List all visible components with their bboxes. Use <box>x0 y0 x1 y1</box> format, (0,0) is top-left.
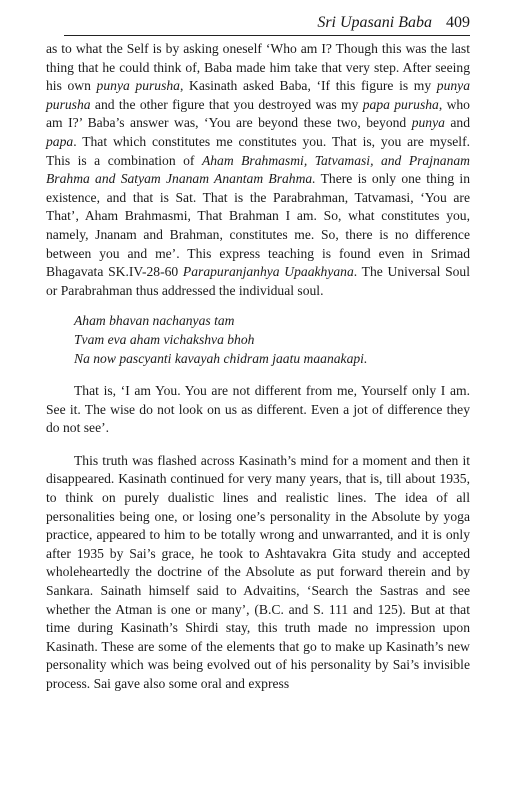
italic-term: papa <box>46 133 74 149</box>
verse-line-1: Aham bhavan nachanyas tam <box>74 313 235 329</box>
page-body <box>46 40 470 694</box>
text-run: There is only one thing in existence, and that is Sat. That is the Parabrahman, Tatvamasi, ‘You are That’, Aham Brahmasmi, That Brahman I am. So, what constitutes you, namely, Jnanam and Brahman, constitutes me. So, there is no difference between you and me’. This express teaching is found even in Srimad Bhagavata SK.IV-28-60 <box>46 171 470 280</box>
sanskrit-verse <box>74 312 470 368</box>
running-title: Sri Upasani Baba <box>317 14 432 31</box>
italic-term: Parapuranjanhya Upaakhyana <box>182 264 354 280</box>
paragraph-3: This truth was flashed across Kasinath’s mind for a moment and then it disappeared. Kasinath continued for very many years, that is, till about 1935, to think on purely dualistic lines and realistic lines. The idea of all personalities being one, or losing one’s personality in the Absolute by yoga practice, appeared to him to be totally wrong and unwarranted, and it is only after 1935 by Sai’s grace, he took to Ashtavakra Gita study and accepted wholeheartedly the doctrine of the Absolute as put forward therein and by Sankara. Sainath himself said to Advaitins, ‘Search the Sastras and see whether the Atman is one or many’, (B.C. and S. 111 and 125). But at that time during Kasinath’s Shirdi stay, this truth made no impression upon Kasinath. These are some of the elements that go to make up Kasinath’s new personality which was being evolved out of his personality by Sai’s invisible process. Sai gave also some oral and express <box>46 452 470 691</box>
text-run: . The Universal Soul or Parabrahman thus addressed the individual soul. <box>46 264 471 298</box>
text-run: as to what the Self is by asking oneself ‘Who am I? Though this was the last thing that he could think of, Baba made him take that very step. After seeing his own <box>46 41 470 94</box>
italic-term: papa purusha <box>362 96 439 112</box>
italic-term: punya purusha <box>96 78 180 94</box>
text-run: and the other figure that you destroyed was my <box>90 96 363 112</box>
paragraph-1 <box>46 40 470 300</box>
italic-term: Aham Brahmasmi, Tatvamasi, and Prajnanam Brahma and Satyam Jnanam Anantam Brahma. <box>46 152 470 187</box>
verse-line-3: Na now pascyanti kavayah chidram jaatu maanakapi. <box>74 350 368 366</box>
italic-term: punya purusha <box>46 78 471 112</box>
page-number: 409 <box>446 14 470 31</box>
text-run: . That which constitutes me constitutes you. That is, you are myself. This is a combination of <box>46 133 470 168</box>
text-run: , Kasinath asked Baba, ‘If this figure is my <box>179 78 437 94</box>
verse-line-2: Tvam eva aham vichakshva bhoh <box>74 331 255 347</box>
text-run: , who am I?’ Baba’s answer was, ‘You are beyond these two, beyond <box>46 96 470 131</box>
running-header <box>64 6 470 36</box>
italic-term: punya <box>411 115 445 131</box>
text-run: and <box>444 115 471 131</box>
paragraph-2: That is, ‘I am You. You are not different from me, Yourself only I am. See it. The wise do not look on us as different. Even a jot of difference they do not see’. <box>46 383 470 436</box>
